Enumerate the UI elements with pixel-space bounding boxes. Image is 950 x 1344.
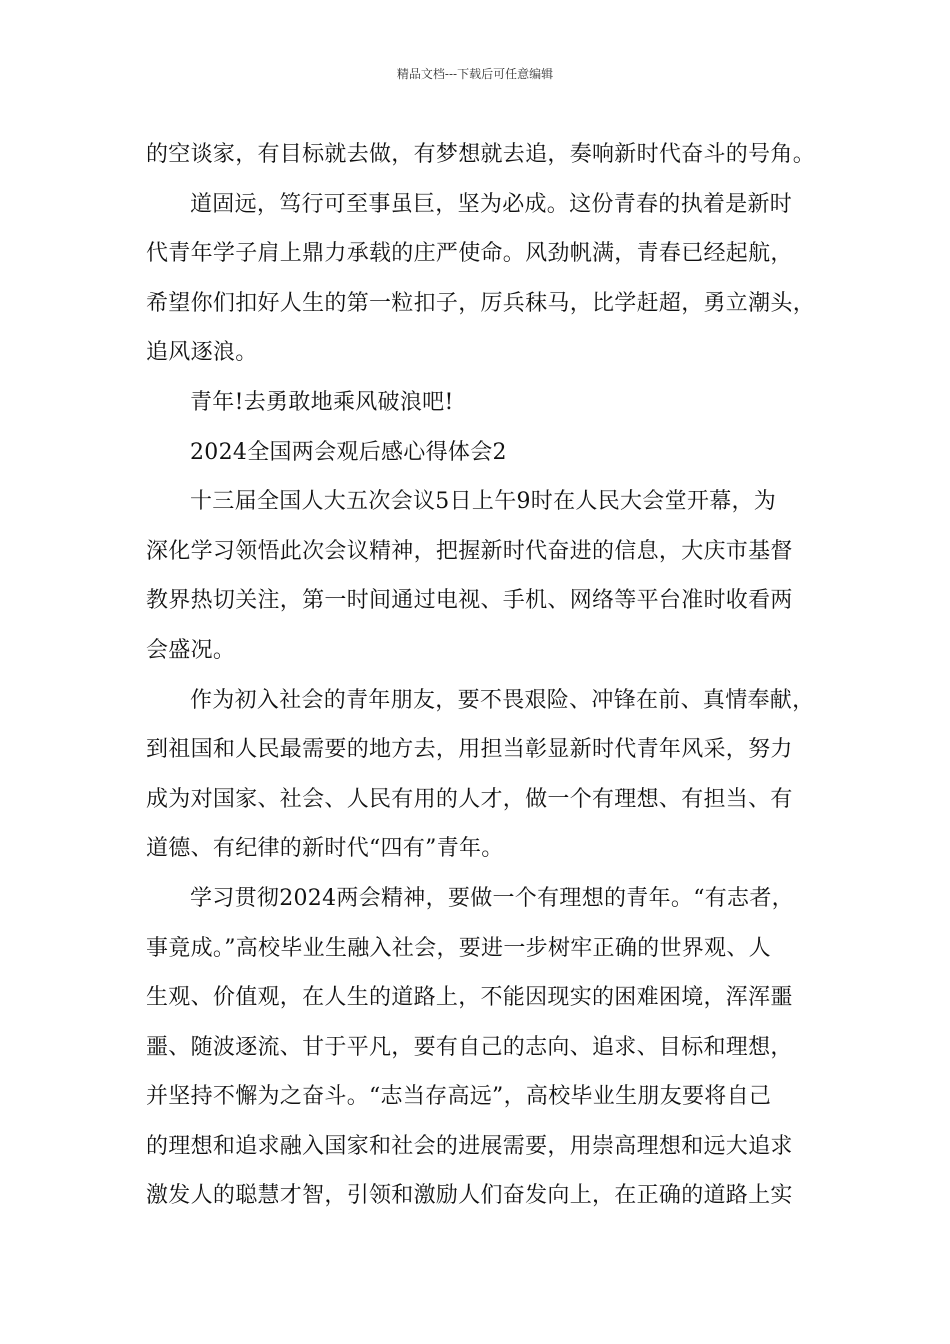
text-line: 到祖国和人民最需要的地方去，用担当彰显新时代青年风采，努力 (146, 737, 793, 763)
text-line: 的理想和追求融入国家和社会的进展需要，用崇高理想和远大追求 (146, 1133, 793, 1159)
text-line: 噩、随波逐流、甘于平凡，要有自己的志向、追求、目标和理想， (146, 1034, 793, 1060)
text-line: 并坚持不懈为之奋斗。“志当存高远”，高校毕业生朋友要将自己 (146, 1084, 772, 1110)
text-line: 的空谈家，有目标就去做，有梦想就去追，奏响新时代奋斗的号角。 (146, 142, 816, 167)
text-line: 青年!去勇敢地乘风破浪吧! (190, 389, 454, 415)
text-line: 道德、有纪律的新时代“四有”青年。 (146, 836, 504, 862)
paragraph-6 (146, 676, 836, 874)
text-line: 激发人的聪慧才智，引领和激励人们奋发向上，在正确的道路上实 (146, 1183, 793, 1209)
text-line: 深化学习领悟此次会议精神，把握新时代奋进的信息，大庆市基督 (146, 538, 793, 564)
page-header: 精品文档---下载后可任意编辑 (396, 67, 554, 81)
text-line: 学习贯彻2024两会精神，要做一个有理想的青年。“有志者， (190, 885, 794, 911)
text-line: 成为对国家、社会、人民有用的人才，做一个有理想、有担当、有 (146, 786, 793, 812)
document-body (146, 130, 836, 1221)
text-line: 生观、价值观，在人生的道路上，不能因现实的困难困境，浑浑噩 (146, 985, 793, 1011)
text-line: 作为初入社会的青年朋友，要不畏艰险、冲锋在前、真情奉献， (190, 687, 815, 713)
text-line: 会盛况。 (146, 637, 236, 663)
paragraph-2 (146, 180, 836, 378)
text-line: 代青年学子肩上鼎力承载的庄严使命。风劲帆满，青春已经起航， (146, 241, 793, 267)
section-title: 2024全国两会观后感心得体会2 (190, 439, 507, 465)
section-heading (146, 428, 836, 478)
text-line: 教界热切关注，第一时间通过电视、手机、网络等平台准时收看两 (146, 588, 793, 614)
text-line: 事竟成。”高校毕业生融入社会，要进一步树牢正确的世界观、人 (146, 935, 771, 961)
text-line: 追风逐浪。 (146, 340, 258, 366)
text-line: 道固远，笃行可至事虽巨，坚为必成。这份青春的执着是新时 (190, 191, 793, 217)
paragraph-1 (146, 130, 836, 180)
text-line: 希望你们扣好人生的第一粒扣子，厉兵秣马，比学赶超，勇立潮头， (146, 290, 816, 316)
paragraph-5 (146, 477, 836, 675)
text-line: 十三届全国人大五次会议5日上午9时在人民大会堂开幕，为 (190, 489, 777, 515)
paragraph-3 (146, 378, 836, 428)
paragraph-7 (146, 874, 836, 1221)
